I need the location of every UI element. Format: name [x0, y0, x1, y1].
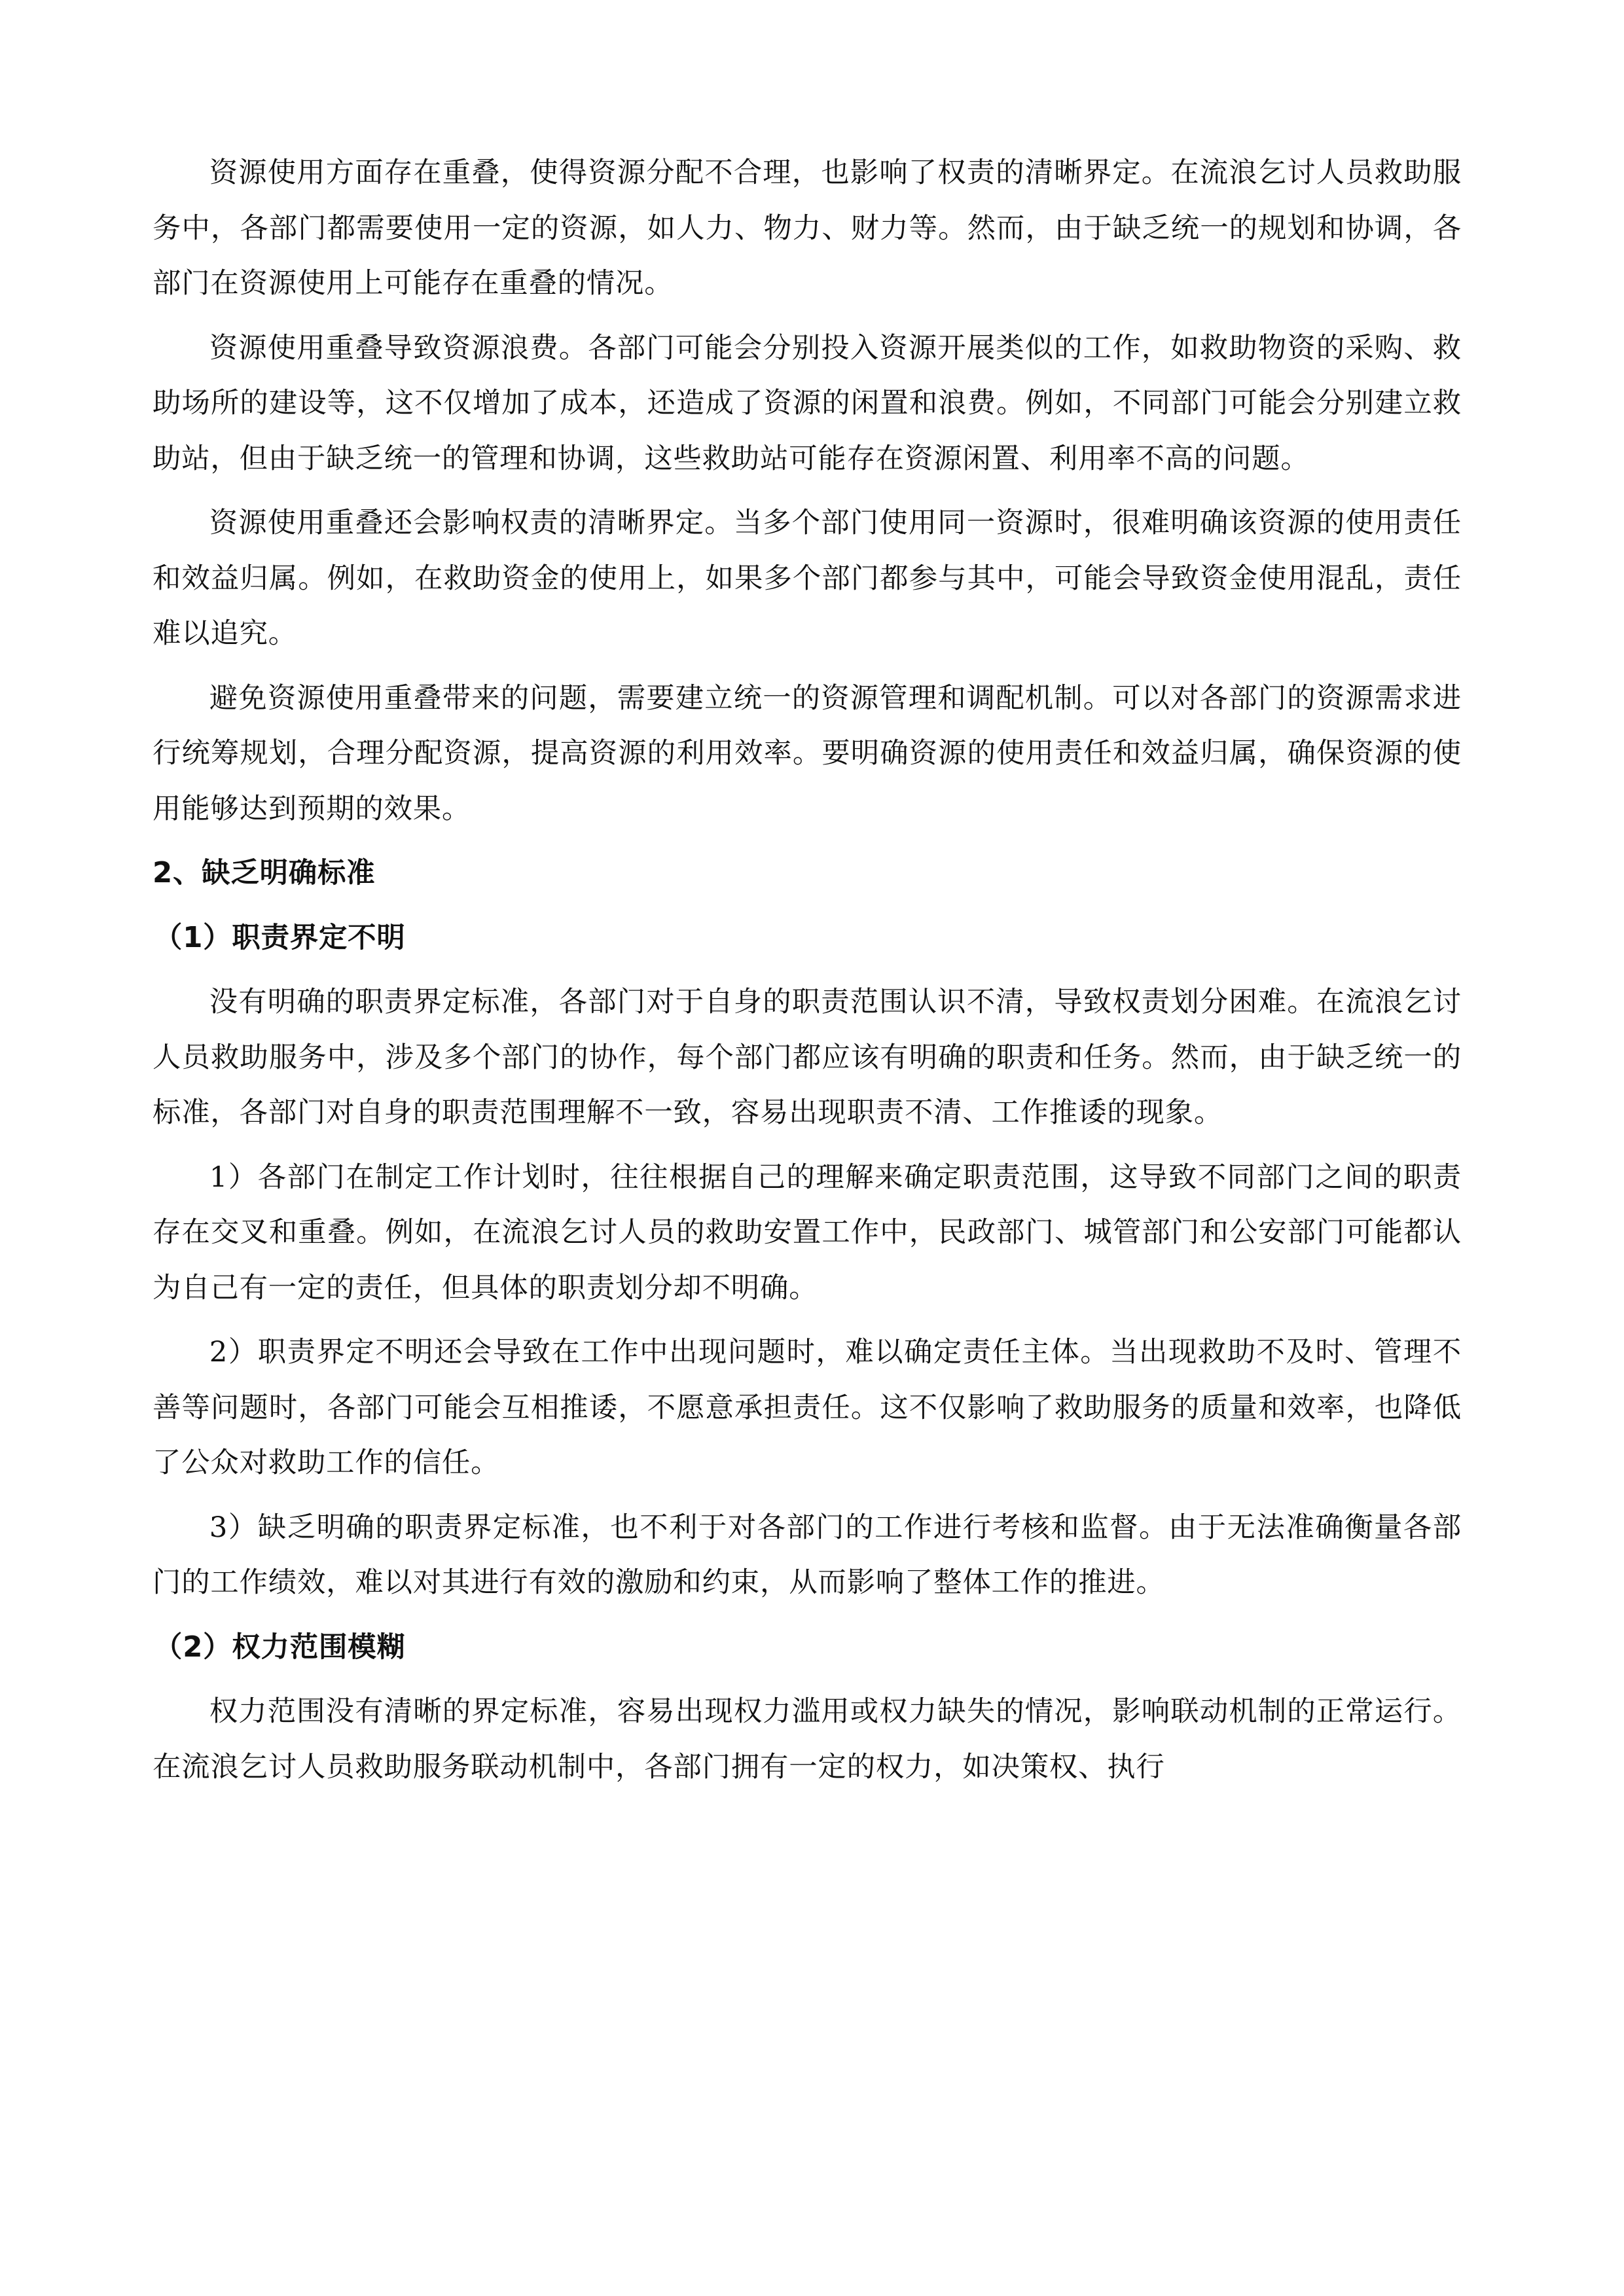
paragraph-resource-waste: 资源使用重叠导致资源浪费。各部门可能会分别投入资源开展类似的工作，如救助物资的采购、救助场所的建设等，这不仅增加了成本，还造成了资源的闲置和浪费。例如，不同部门可能会分别建立救助站，但由于缺乏统一的管理和协调，这些救助站可能存在资源闲置、利用率不高的问题。	[153, 331, 1462, 475]
paragraph-duty-standards: 没有明确的职责界定标准，各部门对于自身的职责范围认识不清，导致权责划分困难。在流浪乞讨人员救助服务中，涉及多个部门的协作，每个部门都应该有明确的职责和任务。然而，由于缺乏统一的标准，各部门对自身的职责范围理解不一致，容易出现职责不清、工作推诿的现象。	[153, 986, 1462, 1129]
paragraph-unified-management: 避免资源使用重叠带来的问题，需要建立统一的资源管理和调配机制。可以对各部门的资源需求进行统筹规划，合理分配资源，提高资源的利用效率。要明确资源的使用责任和效益归属，确保资源的使用能够达到预期的效果。	[153, 681, 1462, 825]
paragraph-point-2: 2）职责界定不明还会导致在工作中出现问题时，难以确定责任主体。当出现救助不及时、管理不善等问题时，各部门可能会互相推诿，不愿意承担责任。这不仅影响了救助服务的质量和效率，也降低了公众对救助工作的信任。	[153, 1336, 1462, 1479]
paragraph-resource-overlap: 资源使用方面存在重叠，使得资源分配不合理，也影响了权责的清晰界定。在流浪乞讨人员救助服务中，各部门都需要使用一定的资源，如人力、物力、财力等。然而，由于缺乏统一的规划和协调，各部门在资源使用上可能存在重叠的情况。	[153, 156, 1462, 300]
paragraph-point-1: 1）各部门在制定工作计划时，往往根据自己的理解来确定职责范围，这导致不同部门之间的职责存在交叉和重叠。例如，在流浪乞讨人员的救助安置工作中，民政部门、城管部门和公安部门可能都认为自己有一定的责任，但具体的职责划分却不明确。	[153, 1160, 1462, 1304]
document-body	[153, 145, 1462, 1804]
subsection-heading-unclear-duties: （1）职责界定不明	[154, 921, 406, 954]
subsection-heading-vague-authority: （2）权力范围模糊	[154, 1630, 406, 1664]
paragraph-point-3: 3）缺乏明确的职责界定标准，也不利于对各部门的工作进行考核和监督。由于无法准确衡量各部门的工作绩效，难以对其进行有效的激励和约束，从而影响了整体工作的推进。	[153, 1511, 1462, 1599]
paragraph-authority-scope: 权力范围没有清晰的界定标准，容易出现权力滥用或权力缺失的情况，影响联动机制的正常运行。在流浪乞讨人员救助服务联动机制中，各部门拥有一定的权力，如决策权、执行	[153, 1695, 1462, 1784]
paragraph-responsibility-definition: 资源使用重叠还会影响权责的清晰界定。当多个部门使用同一资源时，很难明确该资源的使用责任和效益归属。例如，在救助资金的使用上，如果多个部门都参与其中，可能会导致资金使用混乱，责任难以追究。	[153, 507, 1462, 650]
section-heading-lack-of-standards: 2、缺乏明确标准	[153, 857, 376, 889]
